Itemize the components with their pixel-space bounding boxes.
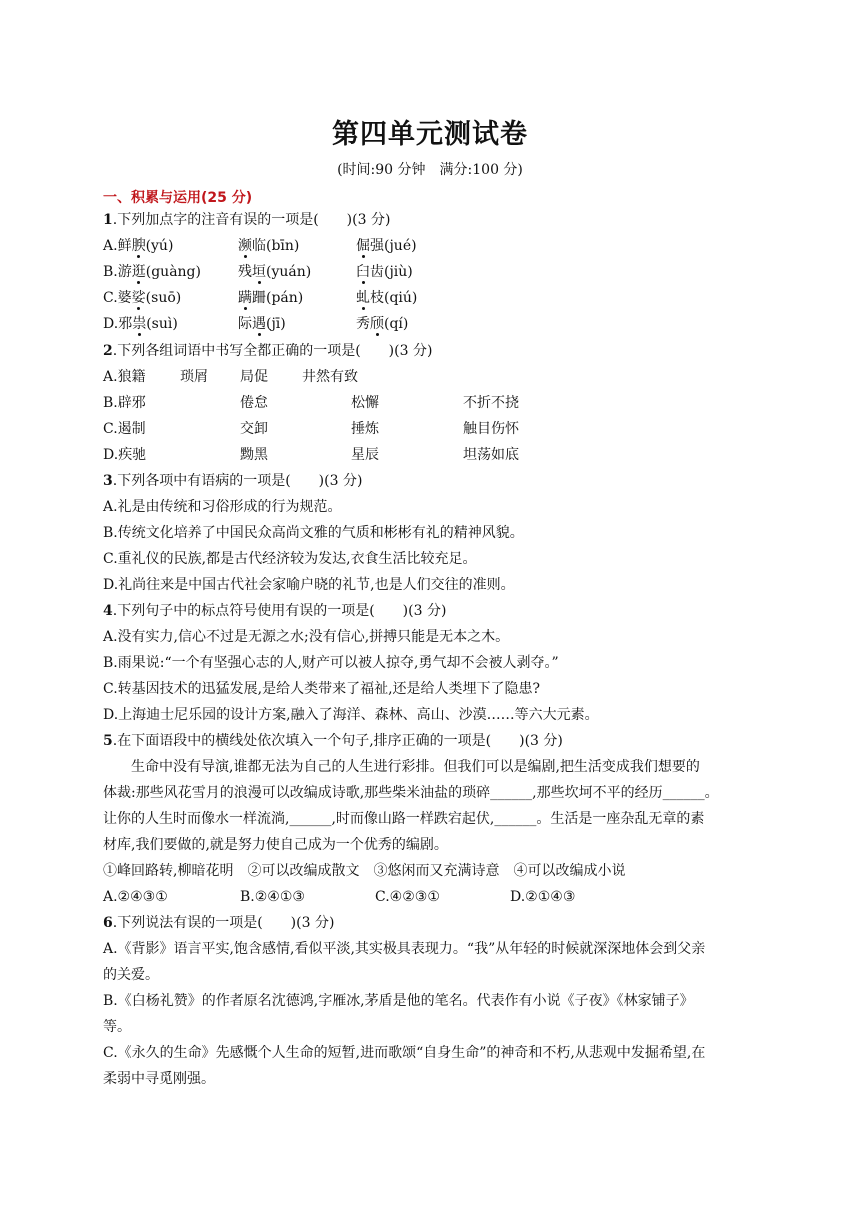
dotted-character: 遇 xyxy=(252,316,266,332)
question-2-word: 倦怠 xyxy=(240,395,268,411)
dotted-character: 祟 xyxy=(132,316,147,332)
question-2-word: 坦荡如底 xyxy=(463,447,519,463)
question-1-option-item: D.邪祟(suì) xyxy=(103,316,178,332)
question-2-word: 捶炼 xyxy=(351,421,379,437)
exam-time-score: (时间:90 分钟 满分:100 分) xyxy=(337,162,523,178)
dotted-character: 蹒 xyxy=(238,290,252,306)
option-label: C. xyxy=(103,290,118,306)
question-1-option-item: 虬枝(qiú) xyxy=(356,290,418,306)
question-6-line: C.《永久的生命》先感慨个人生命的短暂,进而歌颂“自身生命”的神奇和不朽,从悲观中发掘希望,在 xyxy=(103,1045,706,1061)
question-1-option-item: 秀颀(qí) xyxy=(356,316,409,332)
dotted-character: 虬 xyxy=(356,290,370,306)
question-4-stem: 4.下列句子中的标点符号使用有误的一项是( )(3 分) xyxy=(103,603,447,619)
option-label: D. xyxy=(103,447,119,463)
question-2-word: 琐屑 xyxy=(180,369,208,385)
question-number: 3 xyxy=(103,473,113,489)
option-label: A. xyxy=(103,238,118,254)
option-label: C. xyxy=(103,421,118,437)
question-2-word: D.疾驰 xyxy=(103,447,147,463)
dotted-character: 娑 xyxy=(131,290,146,306)
question-2-stem: 2.下列各组词语中书写全都正确的一项是( )(3 分) xyxy=(103,343,433,359)
question-6-line: 柔弱中寻觅刚强。 xyxy=(103,1071,215,1087)
question-number: 1 xyxy=(103,212,113,228)
option-label: A. xyxy=(103,369,118,385)
question-2-word: 不折不挠 xyxy=(463,395,519,411)
dotted-character: 臼 xyxy=(356,264,370,280)
question-number: 5 xyxy=(103,733,113,749)
question-1-option-item: 残垣(yuán) xyxy=(238,264,312,280)
question-2-word: B.辟邪 xyxy=(103,395,146,411)
question-6-line: A.《背影》语言平实,饱含感情,看似平淡,其实极具表现力。“我”从年轻的时候就深深地体会到父亲 xyxy=(103,941,706,957)
question-2-word: C.遏制 xyxy=(103,421,146,437)
question-2-word: 星辰 xyxy=(351,447,379,463)
question-5-passage-line: 体裁:那些风花雪月的浪漫可以改编成诗歌,那些柴米油盐的琐碎______,那些坎坷不平的经历______。 xyxy=(103,785,719,801)
question-4-option-c: C.转基因技术的迅猛发展,是给人类带来了福祉,还是给人类埋下了隐患? xyxy=(103,681,541,697)
question-5-choice-a: A.②④③① xyxy=(103,889,168,905)
question-5-passage-line: 让你的人生时而像水一样流淌,______,时而像山路一样跌宕起伏,______。生活是一座杂乱无章的素 xyxy=(103,811,705,827)
option-label: B. xyxy=(103,395,118,411)
question-3-option-d: D.礼尚往来是中国古代社会家喻户晓的礼节,也是人们交往的准则。 xyxy=(103,577,515,593)
question-3-option-c: C.重礼仪的民族,都是古代经济较为发达,衣食生活比较充足。 xyxy=(103,551,477,567)
question-number: 6 xyxy=(103,915,113,931)
question-6-stem: 6.下列说法有误的一项是( )(3 分) xyxy=(103,915,335,931)
question-2-word: 松懈 xyxy=(351,395,379,411)
option-label: D. xyxy=(103,316,119,332)
question-4-option-d: D.上海迪士尼乐园的设计方案,融入了海洋、森林、高山、沙漠……等六大元素。 xyxy=(103,707,599,723)
dotted-character: 倔 xyxy=(356,238,370,254)
question-5-passage-line: 材库,我们要做的,就是努力使自己成为一个优秀的编剧。 xyxy=(103,837,448,853)
option-label: B. xyxy=(103,264,118,280)
question-2-word: 触目伤怀 xyxy=(463,421,519,437)
question-2-word: 井然有致 xyxy=(302,369,358,385)
question-4-option-b: B.雨果说:“一个有坚强心志的人,财产可以被人掠夺,勇气却不会被人剥夺。” xyxy=(103,655,559,671)
question-2-word: A.狼籍 xyxy=(103,369,146,385)
question-5-passage-line: 生命中没有导演,谁都无法为自己的人生进行彩排。但我们可以是编剧,把生活变成我们想要的 xyxy=(103,759,700,775)
question-5-sentences: ①峰回路转,柳暗花明 ②可以改编成散文 ③悠闲而又充满诗意 ④可以改编成小说 xyxy=(103,863,626,879)
section-heading: 一、积累与运用(25 分) xyxy=(103,190,253,206)
question-1-option-item: 际遇(jī) xyxy=(238,316,286,332)
dotted-character: 濒 xyxy=(238,238,252,254)
dotted-character: 腴 xyxy=(131,238,146,254)
question-3-option-a: A.礼是由传统和习俗形成的行为规范。 xyxy=(103,499,342,515)
question-1-option-item: 倔强(jué) xyxy=(356,238,417,254)
question-5-stem: 5.在下面语段中的横线处依次填入一个句子,排序正确的一项是( )(3 分) xyxy=(103,733,563,749)
question-6-line: 的关爱。 xyxy=(103,967,159,983)
question-5-choice-b: B.②④①③ xyxy=(240,889,305,905)
dotted-character: 颀 xyxy=(370,316,384,332)
question-1-stem: 1.下列加点字的注音有误的一项是( )(3 分) xyxy=(103,212,391,228)
question-2-word: 局促 xyxy=(240,369,268,385)
question-1-option-item: 濒临(bīn) xyxy=(238,238,300,254)
question-1-option-item: 臼齿(jiù) xyxy=(356,264,413,280)
question-1-option-item: 蹒跚(pán) xyxy=(238,290,304,306)
question-number: 4 xyxy=(103,603,113,619)
question-2-word: 交卸 xyxy=(240,421,268,437)
question-2-word: 黝黑 xyxy=(240,447,268,463)
question-1-option-item: A.鲜腴(yú) xyxy=(103,238,174,254)
page-title: 第四单元测试卷 xyxy=(332,119,528,150)
question-5-choice-c: C.④②③① xyxy=(375,889,440,905)
question-3-stem: 3.下列各项中有语病的一项是( )(3 分) xyxy=(103,473,363,489)
question-6-line: 等。 xyxy=(103,1019,131,1035)
question-number: 2 xyxy=(103,343,113,359)
question-3-option-b: B.传统文化培养了中国民众高尚文雅的气质和彬彬有礼的精神风貌。 xyxy=(103,525,524,541)
dotted-character: 逛 xyxy=(131,264,146,280)
question-5-choice-d: D.②①④③ xyxy=(510,889,576,905)
question-1-option-item: C.婆娑(suō) xyxy=(103,290,182,306)
question-4-option-a: A.没有实力,信心不过是无源之水;没有信心,拼搏只能是无本之木。 xyxy=(103,629,510,645)
question-6-line: B.《白杨礼赞》的作者原名沈德鸿,字雁冰,茅盾是他的笔名。代表作有小说《子夜》《林家铺子》 xyxy=(103,993,694,1009)
question-1-option-item: B.游逛(guàng) xyxy=(103,264,201,280)
dotted-character: 垣 xyxy=(252,264,266,280)
